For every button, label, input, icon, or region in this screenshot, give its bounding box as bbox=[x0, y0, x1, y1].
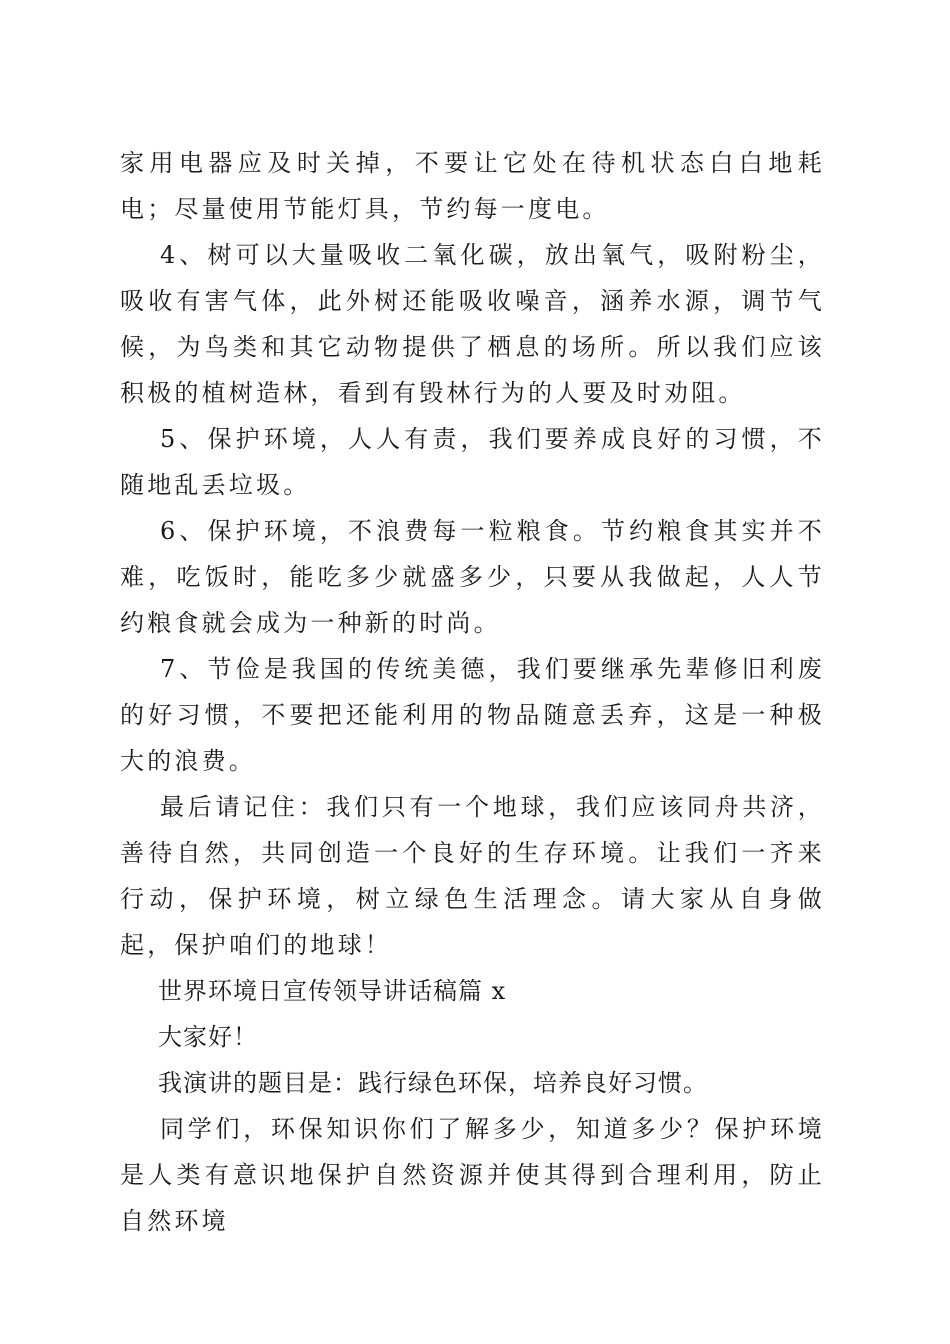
paragraph-item-5-litter: 5、保护环境，人人有责，我们要养成良好的习惯，不随地乱丢垃圾。 bbox=[120, 425, 825, 499]
paragraph-appliances: 家用电器应及时关掉，不要让它处在待机状态白白地耗电；尽量使用节能灯具，节约每一度电。 bbox=[120, 149, 825, 223]
paragraph-item-7-thrift: 7、节俭是我国的传统美德，我们要继承先辈修旧利废的好习惯，不要把还能利用的物品随意丢弃，这是一种极大的浪费。 bbox=[120, 655, 825, 775]
greeting: 大家好！ bbox=[158, 1023, 258, 1051]
paragraph-conclusion: 最后请记住：我们只有一个地球，我们应该同舟共济，善待自然，共同创造一个良好的生存环境。让我们一齐来行动，保护环境，树立绿色生活理念。请大家从自身做起，保护咱们的地球！ bbox=[120, 793, 825, 959]
section-title: 世界环境日宣传领导讲话稿篇 x bbox=[158, 977, 507, 1005]
paragraph-item-4-trees: 4、树可以大量吸收二氧化碳，放出氧气，吸附粉尘，吸收有害气体，此外树还能吸收噪音，涵养水源，调节气候，为鸟类和其它动物提供了栖息的场所。所以我们应该积极的植树造林，看到有毁林行为的人要及时劝阻。 bbox=[120, 241, 825, 407]
paragraph-item-6-food: 6、保护环境，不浪费每一粒粮食。节约粮食其实并不难，吃饭时，能吃多少就盛多少，只要从我做起，人人节约粮食就会成为一种新的时尚。 bbox=[120, 517, 825, 637]
speech-topic: 我演讲的题目是：践行绿色环保，培养良好习惯。 bbox=[158, 1069, 708, 1097]
paragraph-intro: 同学们，环保知识你们了解多少，知道多少？保护环境是人类有意识地保护自然资源并使其得到合理利用，防止自然环境 bbox=[120, 1115, 825, 1235]
document-body bbox=[120, 140, 825, 1244]
